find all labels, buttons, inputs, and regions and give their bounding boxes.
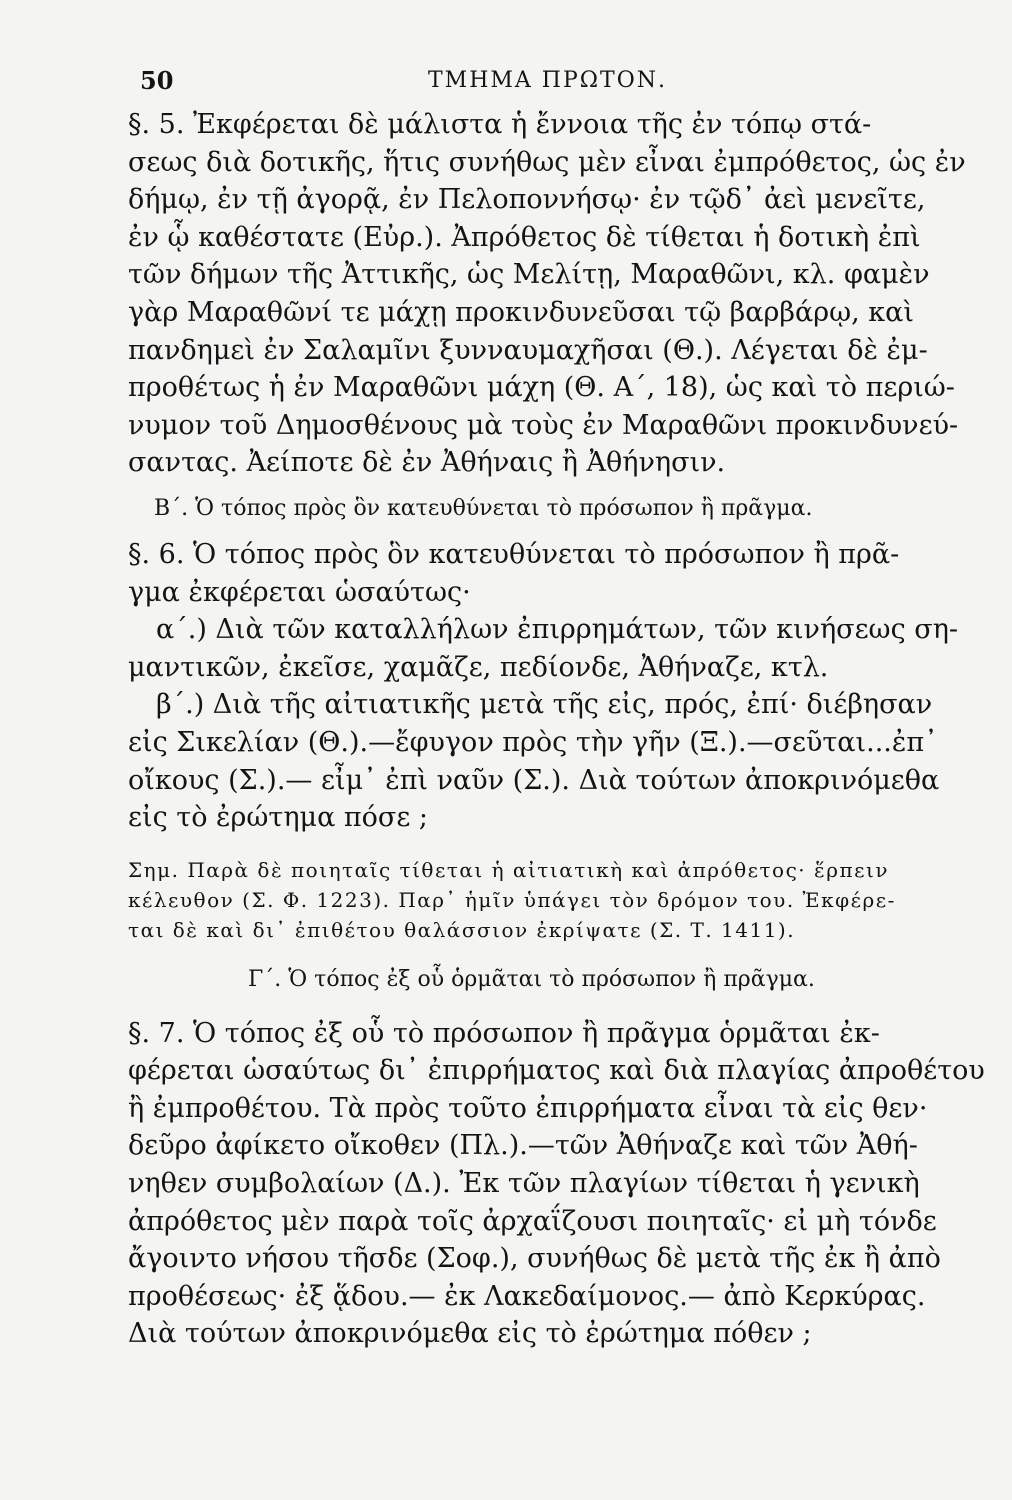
- text-line: ἢ ἐμπροθέτου. Τὰ πρὸς τοῦτο ἐπιρρήματα εἶναι τὰ εἰς θεν·: [128, 1092, 928, 1124]
- note-line: Σημ. Παρὰ δὲ ποιηταῖς τίθεται ἡ αἰτιατικὴ καὶ ἀπρόθετος· ἕρπειν: [128, 857, 890, 882]
- running-title: ΤΜΗΜΑ ΠΡΩΤΟΝ.: [428, 68, 667, 93]
- text-line: ἀπρόθετος μὲν παρὰ τοῖς ἀρχαΐζουσι ποιηταῖς· εἰ μὴ τόνδε: [128, 1205, 937, 1237]
- note-line: κέλευθον (Σ. Φ. 1223). Παρ᾽ ἡμῖν ὑπάγει τὸν δρόμον του. Ἐκφέρε-: [128, 887, 896, 912]
- text-line: δεῦρο ἀφίκετο οἴκοθεν (Πλ.).—τῶν Ἀθήναζε καὶ τῶν Ἀθή-: [128, 1130, 918, 1162]
- text-line: δήμῳ, ἐν τῇ ἀγορᾷ, ἐν Πελοποννήσῳ· ἐν τῷδ᾽ ἀεὶ μενεῖτε,: [128, 184, 926, 216]
- text-line: γμα ἐκφέρεται ὡσαύτως·: [128, 576, 471, 608]
- text-line: προθέτως ἡ ἐν Μαραθῶνι μάχη (Θ. Α΄, 18), ὡς καὶ τὸ περιώ-: [128, 372, 955, 404]
- text-line: §. 5. Ἐκφέρεται δὲ μάλιστα ἡ ἔννοια τῆς ἐν τόπῳ στά-: [128, 109, 872, 140]
- text-line: νυμον τοῦ Δημοσθένους μὰ τοὺς ἐν Μαραθῶνι προκινδυνεύ-: [128, 409, 959, 441]
- note-line: ται δὲ καὶ δι᾽ ἐπιθέτου θαλάσσιον ἐκρίψατε (Σ. Τ. 1411).: [128, 917, 796, 942]
- text-line: §. 7. Ὁ τόπος ἐξ οὗ τὸ πρόσωπον ἢ πρᾶγμα ὁρμᾶται ἐκ-: [128, 1017, 880, 1049]
- text-line: πανδημεὶ ἐν Σαλαμῖνι ξυνναυμαχῆσαι (Θ.). Λέγεται δὲ ἐμ-: [128, 334, 928, 366]
- text-line: εἰς τὸ ἐρώτημα πόσε ;: [128, 802, 429, 834]
- section-5: [128, 106, 966, 482]
- text-line: νηθεν συμβολαίων (Δ.). Ἐκ τῶν πλαγίων τίθεται ἡ γενικὴ: [128, 1168, 920, 1200]
- footnote: [128, 855, 932, 945]
- page-header: [128, 62, 932, 106]
- text-line: §. 6. Ὁ τόπος πρὸς ὃν κατευθύνεται τὸ πρόσωπον ἢ πρᾶ-: [128, 538, 900, 570]
- text-line: γὰρ Μαραθῶνί τε μάχῃ προκινδυνεῦσαι τῷ βαρβάρῳ, καὶ: [128, 296, 914, 328]
- text-line: α΄.) Διὰ τῶν καταλλήλων ἐπιρρημάτων, τῶν κινήσεως ση-: [156, 614, 959, 646]
- subheading-b: Β΄. Ὁ τόπος πρὸς ὃν κατευθύνεται τὸ πρόσωπον ἢ πρᾶγμα.: [154, 495, 813, 521]
- section-7: [128, 1015, 985, 1353]
- text-line: σαντας. Ἀείποτε δὲ ἐν Ἀθήναις ἢ Ἀθήνησιν.: [128, 447, 726, 479]
- text-line: φέρεται ὡσαύτως δι᾽ ἐπιρρήματος καὶ διὰ πλαγίας ἀπροθέτου: [128, 1055, 985, 1087]
- text-line: Διὰ τούτων ἀποκρινόμεθα εἰς τὸ ἐρώτημα πόθεν ;: [128, 1318, 812, 1350]
- section-6: [128, 536, 959, 837]
- text-line: οἴκους (Σ.).— εἶμ᾽ ἐπὶ ναῦν (Σ.). Διὰ τούτων ἀποκρινόμεθα: [128, 764, 940, 796]
- text-line: εἰς Σικελίαν (Θ.).—ἔφυγον πρὸς τὴν γῆν (Ξ.).—σεῦται...ἐπ᾽: [128, 726, 938, 758]
- text-line: τῶν δήμων τῆς Ἀττικῆς, ὡς Μελίτῃ, Μαραθῶνι, κλ. φαμὲν: [128, 259, 930, 291]
- text-line: β΄.) Διὰ τῆς αἰτιατικῆς μετὰ τῆς εἰς, πρός, ἐπί· διέβησαν: [156, 689, 933, 721]
- text-line: προθέσεως· ἐξ ᾅδου.— ἐκ Λακεδαίμονος.— ἀπὸ Κερκύρας.: [128, 1280, 926, 1312]
- page-number: 50: [140, 66, 174, 95]
- text-line: ἐν ᾧ καθέστατε (Εὐρ.). Ἀπρόθετος δὲ τίθεται ἡ δοτικὴ ἐπὶ: [128, 221, 921, 253]
- subheading-g: Γ΄. Ὁ τόπος ἐξ οὗ ὁρμᾶται τὸ πρόσωπον ἢ πρᾶγμα.: [248, 966, 815, 992]
- text-line: μαντικῶν, ἐκεῖσε, χαμᾶζε, πεδίονδε, Ἀθήναζε, κτλ.: [128, 651, 829, 683]
- text-line: ἄγοιντο νήσου τῆσδε (Σοφ.), συνήθως δὲ μετὰ τῆς ἐκ ἢ ἀπὸ: [128, 1243, 941, 1275]
- text-line: σεως διὰ δοτικῆς, ἥτις συνήθως μὲν εἶναι ἐμπρόθετος, ὡς ἐν: [128, 146, 966, 178]
